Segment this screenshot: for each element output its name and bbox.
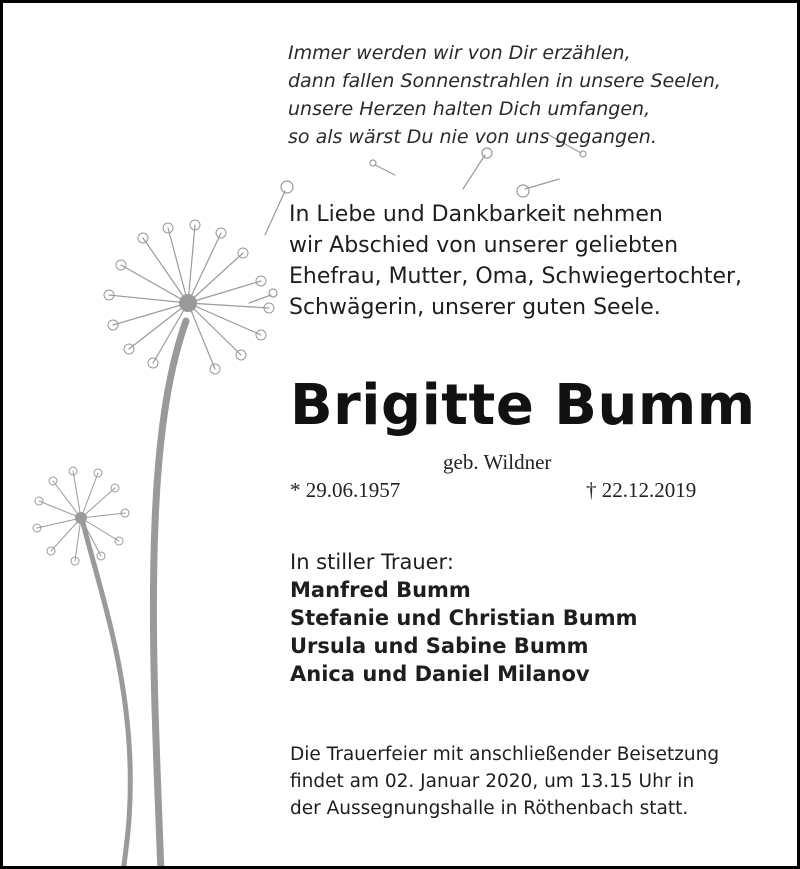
birth-date: * 29.06.1957 <box>290 478 401 502</box>
death-date: † 22.12.2019 <box>586 478 697 502</box>
intro-line: Ehefrau, Mutter, Oma, Schwiegertochter, <box>289 264 743 289</box>
mourners-list <box>290 548 770 688</box>
intro-line: wir Abschied von unserer geliebten <box>289 233 679 258</box>
mourner-name: Stefanie und Christian Bumm <box>290 606 638 630</box>
deceased-name: Brigitte Bumm <box>290 373 756 438</box>
poem-line: Immer werden wir von Dir erzählen, <box>288 42 631 64</box>
poem-line: so als wärst Du nie von uns gegangen. <box>288 126 657 148</box>
memorial-poem <box>288 39 758 151</box>
mourner-name: Ursula und Sabine Bumm <box>290 634 589 658</box>
ceremony-info <box>290 741 780 822</box>
birth-name: geb. Wildner <box>443 450 552 474</box>
poem-line: unsere Herzen halten Dich umfangen, <box>288 98 651 120</box>
mourner-name: Anica und Daniel Milanov <box>290 662 590 686</box>
ceremony-line: der Aussegnungshalle in Röthenbach statt. <box>290 798 689 819</box>
intro-line: Schwägerin, unserer guten Seele. <box>289 295 661 320</box>
ceremony-line: Die Trauerfeier mit anschließender Beisetzung <box>290 744 720 765</box>
poem-line: dann fallen Sonnenstrahlen in unsere Seelen, <box>288 70 721 92</box>
mourner-name: Manfred Bumm <box>290 578 471 602</box>
ceremony-line: findet am 02. Januar 2020, um 13.15 Uhr in <box>290 771 695 792</box>
intro-line: In Liebe und Dankbarkeit nehmen <box>289 202 663 227</box>
mourners-heading: In stiller Trauer: <box>290 550 454 574</box>
farewell-intro <box>289 199 769 323</box>
